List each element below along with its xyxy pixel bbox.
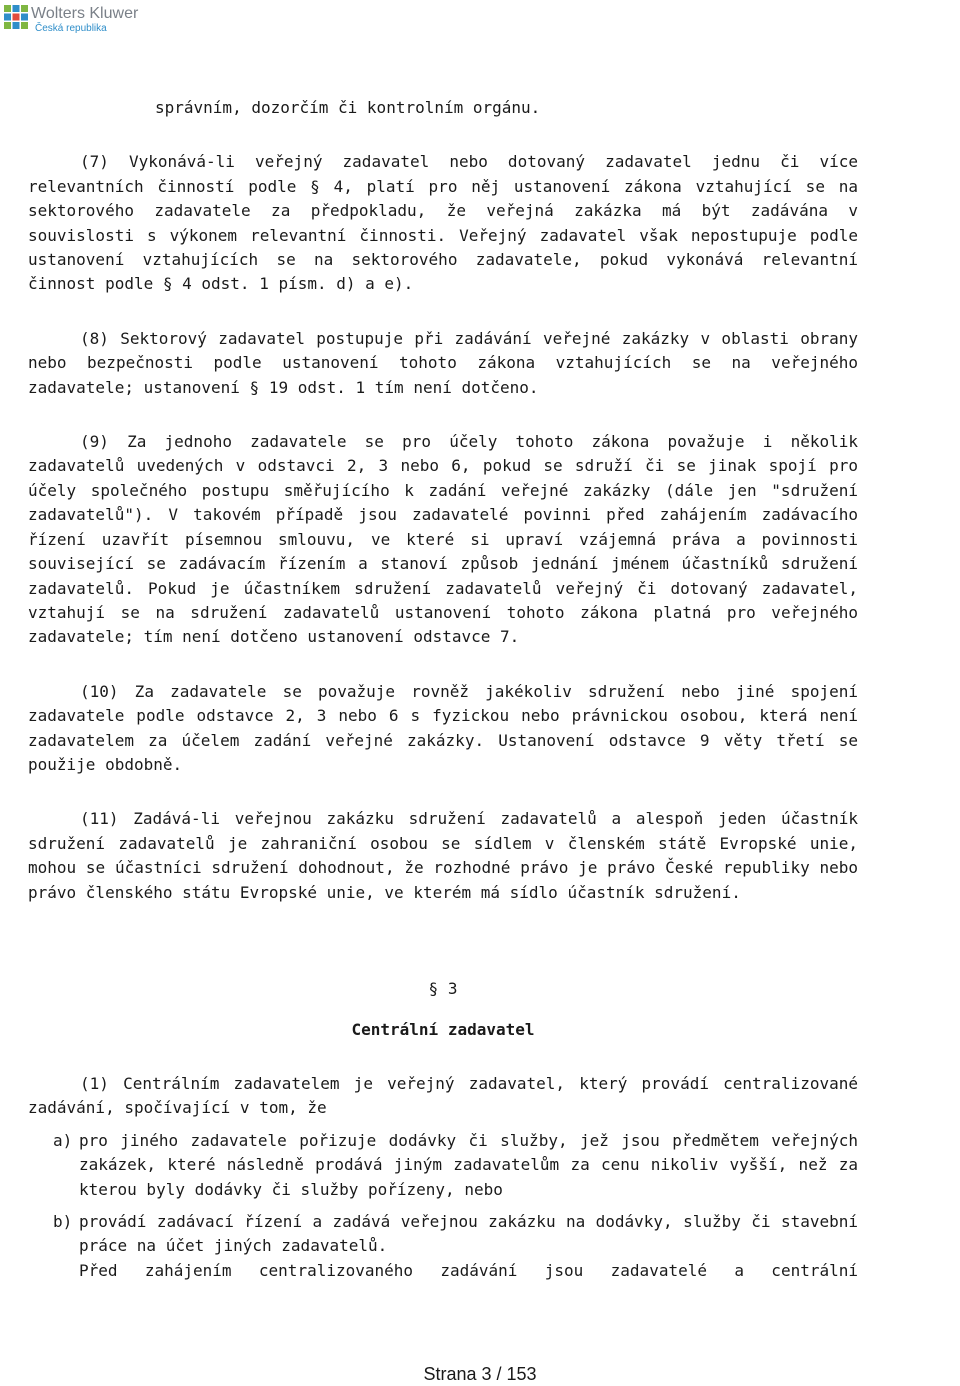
list-item [28,1210,858,1259]
list-item-text: provádí zadávací řízení a zadává veřejnou zakázku na dodávky, služby či stavební práce na účet jiných zadavatelů. [79,1212,858,1256]
list-item-letter: b) [53,1212,73,1231]
paragraph-9: (9) Za jednoho zadavatele se pro účely tohoto zákona považuje i několik zadavatelů uvedených v odstavci 2, 3 nebo 6, pokud se sdruží či se jinak spojí pro účely společného postupu směřujícího k zadání veřejné zakázky (dále jen "sdružení zadavatelů"). V takovém případě jsou zadavatelé povinni před zahájením zadávacího řízení uzavřít písemnou smlouvu, ve které si upraví vzájemná práva a povinnosti související se zadávacím řízením a stanoví způsob jednání jménem účastníků sdružení zadavatelů. Pokud je účastníkem sdružení zadavatelů veřejný či dotovaný zadavatel, vztahují se na sdružení zadavatelů ustanovení tohoto zákona platná pro veřejného zadavatele; tím není dotčeno ustanovení odstavce 7. [28,432,858,647]
section-paragraph-continuation: Před zahájením centralizovaného zadávání jsou zadavatelé a centrální [79,1260,858,1280]
list-item-letter: a) [53,1130,73,1150]
paragraph-continuation: správním, dozorčím či kontrolním orgánu. [155,98,541,117]
paragraph-11: (11) Zadává-li veřejnou zakázku sdružení zadavatelů a alespoň jeden účastník sdružení zadavatelů je zahraniční osobou se sídlem v členském státě Evropské unie, mohou se účastníci sdružení dohodnout, že rozhodné právo je právo České republiky nebo právo členského státu Evropské unie, ve kterém má sídlo účastník sdružení. [28,809,858,902]
paragraph-8: (8) Sektorový zadavatel postupuje při zadávání veřejné zakázky v oblasti obrany nebo bezpečnosti podle ustanovení tohoto zákona vztahujících se na veřejného zadavatele; ustanovení § 19 odst. 1 tím není dotčeno. [28,328,858,397]
document-body [28,96,858,1283]
section-title: Centrální zadavatel [351,1019,535,1039]
section-paragraph-1: (1) Centrálním zadavatelem je veřejný zadavatel, který provádí centralizované zadávání, spočívající v tom, že [28,1073,858,1118]
wolters-kluwer-logo-icon [3,4,29,30]
section-number: § 3 [428,978,458,998]
page-number: Strana 3 / 153 [423,1364,537,1384]
list-item [28,1129,858,1202]
logo-subtitle: Česká republika [35,23,107,34]
logo-name: Wolters Kluwer [31,5,139,22]
paragraph-10: (10) Za zadavatele se považuje rovněž jakékoliv sdružení nebo jiné spojení zadavatele podle odstavce 2, 3 nebo 6 s fyzickou nebo právnickou osobou, která není zadavatelem za účelem zadání veřejné zakázky. Ustanovení odstavce 9 věty třetí se použije obdobně. [28,681,858,774]
paragraph-7: (7) Vykonává-li veřejný zadavatel nebo dotovaný zadavatel jednu či více relevantních činností podle § 4, platí pro něj ustanovení zákona vztahující se na sektorového zadavatele za předpokladu, že veřejná zakázka má být zadávána v souvislosti s výkonem relevantní činnosti. Veřejný zadavatel však nepostupuje podle ustanovení vztahujících se na sektorového zadavatele, pokud vykonává relevantní činnost podle § 4 odst. 1 písm. d) a e). [28,152,858,294]
list-item-text: pro jiného zadavatele pořizuje dodávky či služby, jež jsou předmětem veřejných zakázek, které následně prodává jiným zadavatelům za cenu nikoliv vyšší, než za kterou byly dodávky či služby pořízeny, nebo [79,1130,858,1199]
